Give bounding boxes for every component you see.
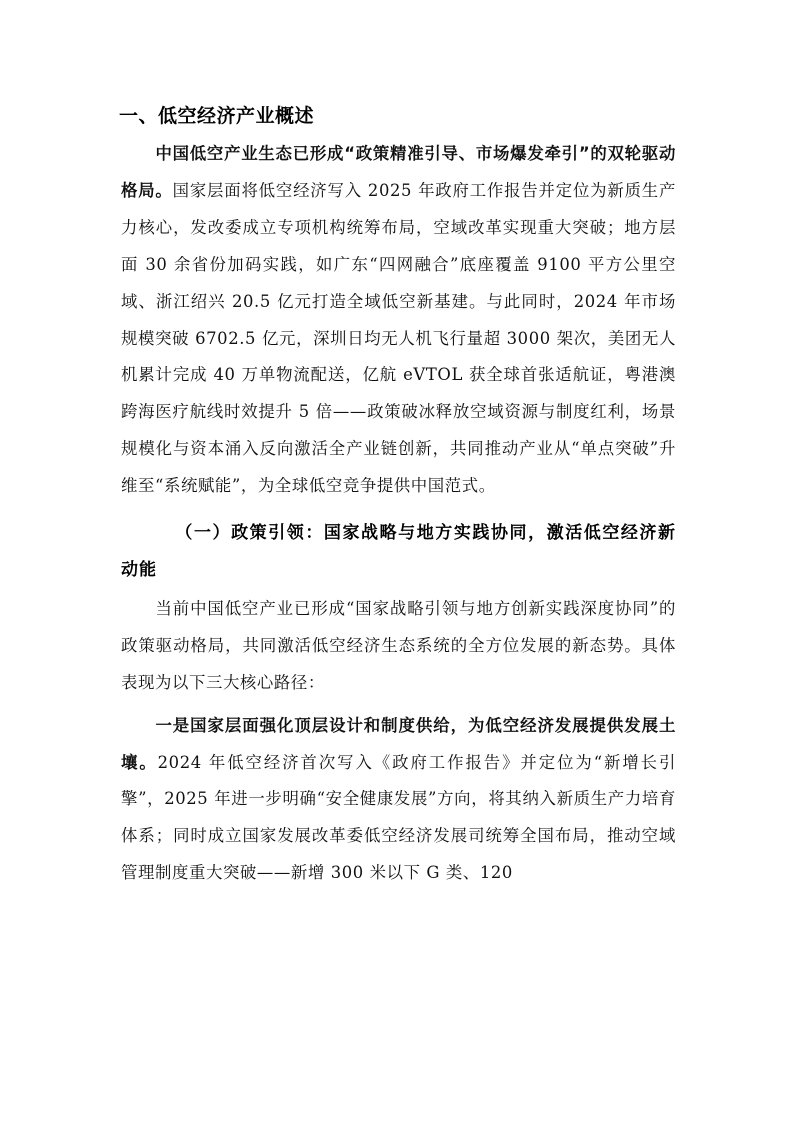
section-heading: 一、低空经济产业概述: [119, 105, 315, 127]
path-one-paragraph: [121, 708, 676, 893]
path-one-body: 2024 年低空经济首次写入《政府工作报告》并定位为“新增长引擎”，2025 年进一步明确“安全健康发展”方向，将其纳入新质生产力培育体系；同时成立国家发展改革委低空经济发展司统筹全国布局，推动空域管理制度重大突破——新增 300 米以下 G 类、120: [121, 752, 676, 883]
path-one-lead: 一是国家层面强化顶层设计和制度供给，为低空经济发展提供发展土壤。: [121, 715, 676, 772]
intro-lead: 中国低空产业生态已形成“政策精准引导、市场爆发牵引”的双轮驱动格局。: [121, 144, 676, 200]
intro-paragraph: [121, 136, 676, 505]
intro-body: 国家层面将低空经济写入 2025 年政府工作报告并定位为新质生产力核心，发改委成立专项机构统筹布局，空域改革实现重大突破；地方层面 30 余省份加码实践，如广东“四网融合”底座覆盖 9100 平方公里空域、浙江绍兴 20.5 亿元打造全域低空新基建。与此同时，2024 年市场规模突破 6702.5 亿元，深圳日均无人机飞行量超 3000 架次，美团无人机累计完成 40 万单物流配送，亿航 eVTOL 获全球首张适航证，粤港澳跨海医疗航线时效提升 5 倍——政策破冰释放空域资源与制度红利，场景规模化与资本涌入反向激活全产业链创新，共同推动产业从“单点突破”升维至“系统赋能”，为全球低空竞争提供中国范式。: [121, 180, 676, 496]
policy-paragraph: 当前中国低空产业已形成“国家战略引领与地方创新实践深度协同”的政策驱动格局，共同激活低空经济生态系统的全方位发展的新态势。具体表现为以下三大核心路径：: [121, 598, 676, 692]
subsection-heading: （一）政策引领：国家战略与地方实践协同，激活低空经济新动能: [121, 523, 676, 580]
document-content: [121, 96, 676, 892]
